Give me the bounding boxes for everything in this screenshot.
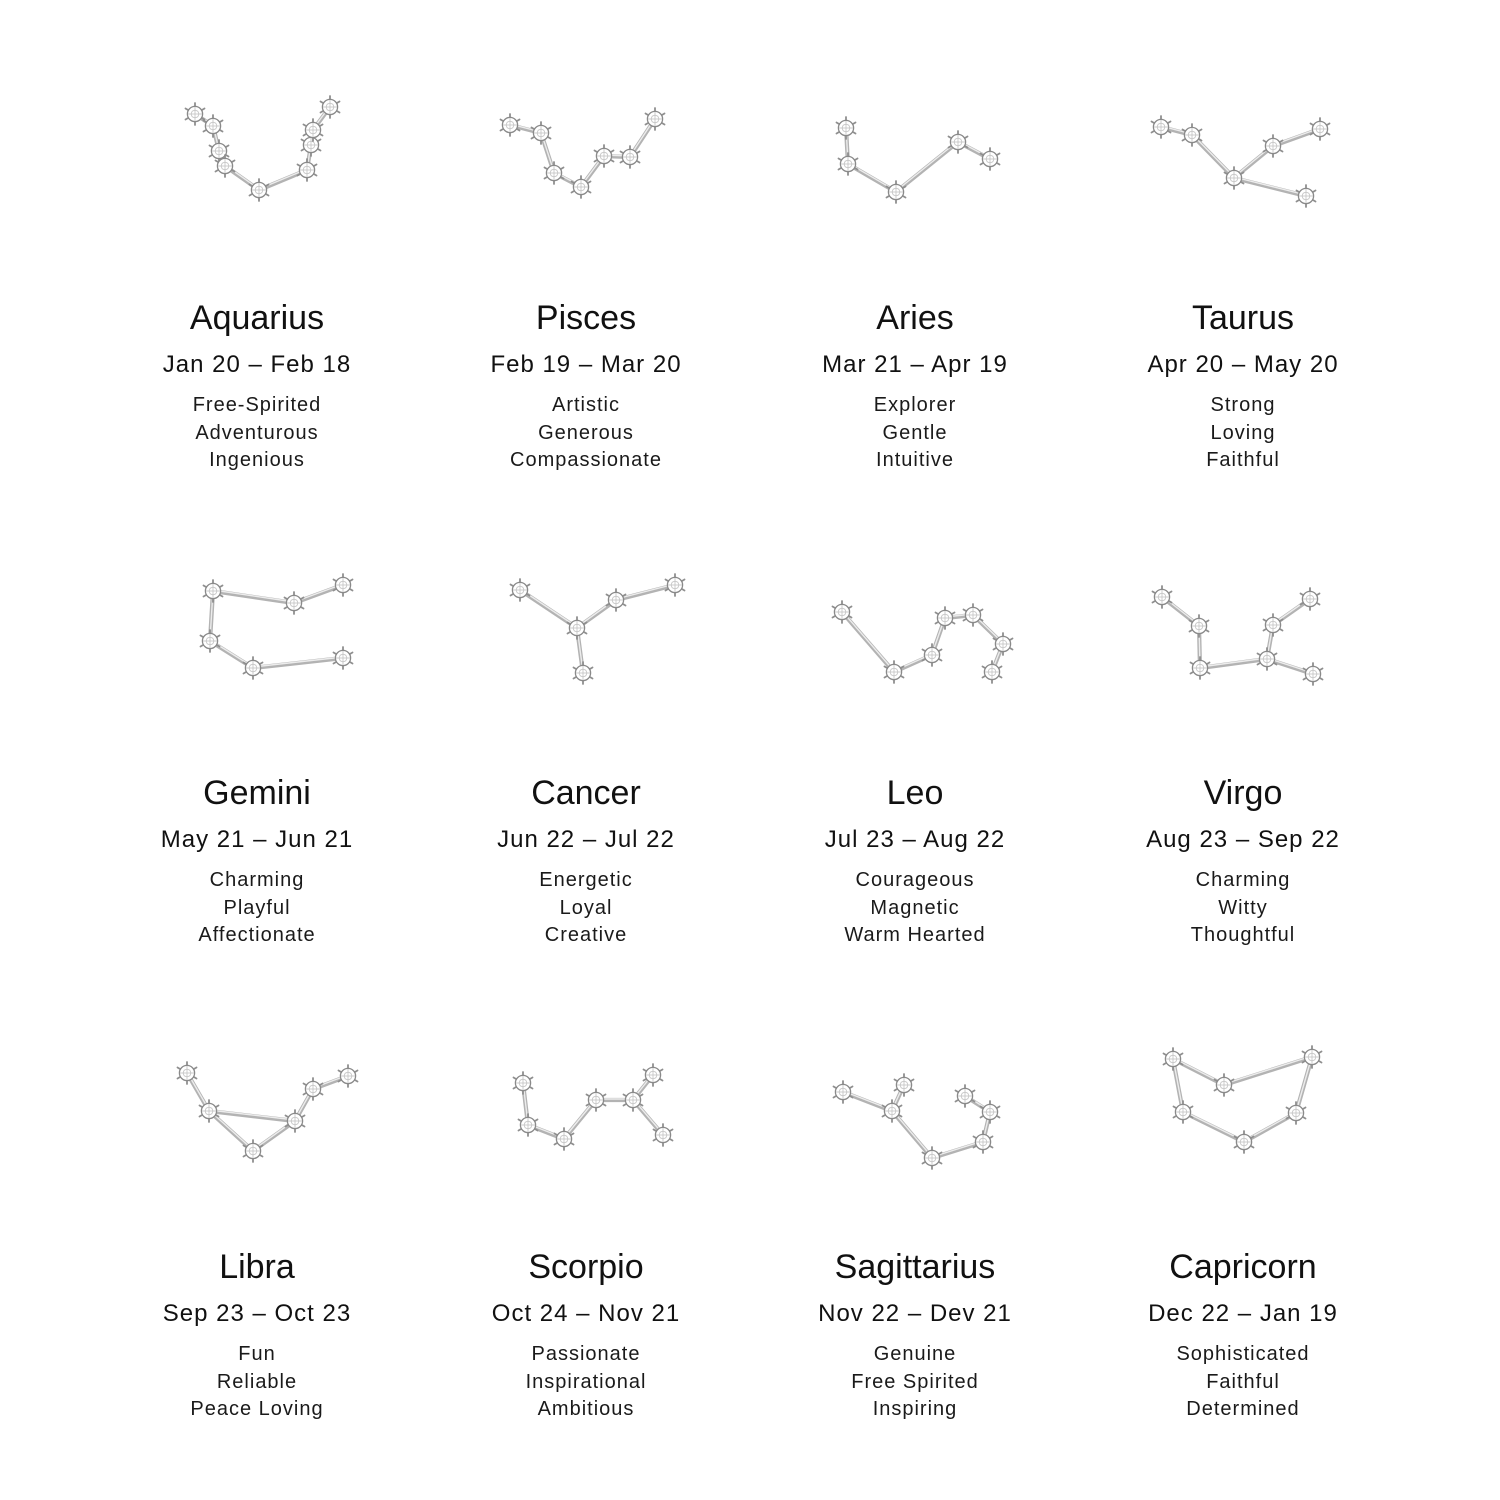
chain-link bbox=[209, 1111, 295, 1121]
gem-stone-icon bbox=[1301, 588, 1320, 610]
gem-stone-icon bbox=[250, 179, 269, 201]
trait: Generous bbox=[538, 421, 634, 444]
sign-dates: Jun 22 – Jul 22 bbox=[497, 826, 675, 853]
gem-stone-icon bbox=[574, 662, 593, 684]
sign-name: Virgo bbox=[1203, 774, 1283, 812]
trait: Witty bbox=[1218, 896, 1268, 919]
trait: Loving bbox=[1210, 421, 1276, 444]
trait: Affectionate bbox=[198, 924, 316, 946]
gem-stone-icon bbox=[519, 1114, 538, 1136]
sign-traits bbox=[436, 867, 736, 950]
aries-constellation-icon bbox=[825, 72, 1005, 202]
sign-name: Taurus bbox=[1191, 299, 1295, 337]
trait: Free-Spirited bbox=[192, 394, 322, 416]
gem-stone-icon bbox=[1191, 657, 1210, 679]
trait: Loyal bbox=[559, 896, 613, 919]
gem-stone-icon bbox=[514, 1072, 533, 1094]
sign-name: Pisces bbox=[535, 299, 637, 337]
chain-link bbox=[1234, 178, 1306, 196]
zodiac-card-leo bbox=[765, 547, 1065, 987]
trait: Inspirational bbox=[525, 1370, 647, 1393]
sign-dates: May 21 – Jun 21 bbox=[160, 826, 354, 853]
zodiac-card-virgo bbox=[1093, 547, 1393, 987]
gem-stone-icon bbox=[334, 574, 353, 596]
trait: Passionate bbox=[531, 1343, 641, 1365]
sign-traits bbox=[765, 392, 1065, 475]
gem-stone-icon bbox=[298, 159, 317, 181]
gem-stone-icon bbox=[666, 574, 685, 596]
gem-stone-icon bbox=[1164, 1048, 1183, 1070]
pisces-constellation-icon bbox=[496, 72, 676, 202]
gem-stone-icon bbox=[511, 579, 530, 601]
trait: Artistic bbox=[552, 394, 620, 416]
trait: Gentle bbox=[882, 421, 948, 444]
sign-traits bbox=[1093, 392, 1393, 475]
trait: Compassionate bbox=[510, 449, 662, 471]
chain-link bbox=[253, 658, 343, 668]
cancer-constellation-icon bbox=[496, 547, 676, 677]
trait: Strong bbox=[1210, 394, 1276, 416]
sign-traits bbox=[107, 1341, 407, 1424]
trait: Explorer bbox=[873, 394, 957, 416]
sign-dates: Sep 23 – Oct 23 bbox=[162, 1300, 352, 1327]
trait: Charming bbox=[209, 869, 305, 891]
chain-link bbox=[616, 585, 675, 600]
leo-constellation-icon bbox=[825, 547, 1005, 677]
capricorn-constellation-icon bbox=[1153, 1021, 1333, 1151]
gem-stone-icon bbox=[981, 148, 1000, 170]
sign-traits bbox=[765, 1341, 1065, 1424]
gem-stone-icon bbox=[974, 1131, 993, 1153]
sign-name: Libra bbox=[219, 1248, 295, 1286]
chain-highlight bbox=[253, 657, 343, 667]
sign-traits bbox=[107, 867, 407, 950]
sign-dates: Jan 20 – Feb 18 bbox=[162, 351, 352, 378]
trait: Charming bbox=[1195, 869, 1291, 891]
trait: Inspiring bbox=[872, 1398, 958, 1420]
sign-dates: Aug 23 – Sep 22 bbox=[1146, 826, 1340, 853]
sign-traits bbox=[1093, 867, 1393, 950]
gem-stone-icon bbox=[334, 647, 353, 669]
gem-stone-icon bbox=[201, 630, 220, 652]
libra-constellation-icon bbox=[167, 1021, 347, 1151]
gem-stone-icon bbox=[983, 661, 1002, 683]
sign-name: Scorpio bbox=[528, 1248, 644, 1286]
gem-stone-icon bbox=[1235, 1131, 1254, 1153]
gem-stone-icon bbox=[1152, 116, 1171, 138]
sign-traits bbox=[436, 392, 736, 475]
trait: Intuitive bbox=[876, 449, 954, 471]
sign-dates: Mar 21 – Apr 19 bbox=[822, 351, 1008, 378]
chain-link bbox=[896, 142, 958, 192]
chain-highlight bbox=[209, 1110, 295, 1120]
gem-stone-icon bbox=[839, 153, 858, 175]
gem-stone-icon bbox=[568, 617, 587, 639]
chain-highlight bbox=[1234, 177, 1306, 195]
trait: Energetic bbox=[539, 869, 633, 891]
sign-name: Aries bbox=[876, 299, 954, 337]
gem-stone-icon bbox=[895, 1074, 914, 1096]
trait: Reliable bbox=[216, 1370, 298, 1393]
trait: Ambitious bbox=[537, 1398, 635, 1420]
trait: Ingenious bbox=[209, 449, 305, 471]
gem-stone-icon bbox=[834, 1081, 853, 1103]
chain-link bbox=[1200, 659, 1267, 668]
zodiac-card-taurus bbox=[1093, 72, 1393, 512]
chain-highlight bbox=[616, 584, 675, 599]
scorpio-constellation-icon bbox=[496, 1021, 676, 1151]
virgo-constellation-icon bbox=[1153, 547, 1333, 677]
gem-stone-icon bbox=[1287, 1102, 1306, 1124]
trait: Creative bbox=[544, 924, 628, 946]
trait: Adventurous bbox=[195, 421, 319, 444]
gem-stone-icon bbox=[244, 657, 263, 679]
sign-name: Leo bbox=[886, 774, 944, 812]
sign-dates: Apr 20 – May 20 bbox=[1147, 351, 1339, 378]
trait: Faithful bbox=[1206, 449, 1280, 471]
chain-link bbox=[1224, 1057, 1312, 1085]
sagittarius-constellation-icon bbox=[825, 1021, 1005, 1151]
sign-dates: Feb 19 – Mar 20 bbox=[490, 351, 682, 378]
zodiac-card-aquarius bbox=[107, 72, 407, 512]
sign-dates: Dec 22 – Jan 19 bbox=[1148, 1300, 1338, 1327]
trait: Courageous bbox=[855, 869, 975, 891]
gem-stone-icon bbox=[956, 1085, 975, 1107]
gemini-constellation-icon bbox=[167, 547, 347, 677]
chain-highlight bbox=[842, 611, 894, 671]
gem-stone-icon bbox=[1258, 648, 1277, 670]
zodiac-card-aries bbox=[765, 72, 1065, 512]
sign-name: Gemini bbox=[203, 774, 311, 812]
taurus-constellation-icon bbox=[1153, 72, 1333, 202]
chain-highlight bbox=[213, 590, 294, 602]
sign-dates: Jul 23 – Aug 22 bbox=[824, 826, 1006, 853]
gem-stone-icon bbox=[532, 122, 551, 144]
sign-traits bbox=[436, 1341, 736, 1424]
gem-stone-icon bbox=[186, 103, 205, 125]
zodiac-card-gemini bbox=[107, 547, 407, 987]
gem-stone-icon bbox=[1297, 185, 1316, 207]
zodiac-card-scorpio bbox=[436, 1021, 736, 1461]
gem-stone-icon bbox=[607, 589, 626, 611]
gem-stone-icon bbox=[204, 115, 223, 137]
trait: Warm Hearted bbox=[844, 924, 986, 946]
sign-dates: Oct 24 – Nov 21 bbox=[491, 1300, 681, 1327]
gem-stone-icon bbox=[936, 607, 955, 629]
gem-stone-icon bbox=[837, 117, 856, 139]
chain-highlight bbox=[896, 141, 958, 191]
gem-stone-icon bbox=[339, 1065, 358, 1087]
trait: Fun bbox=[238, 1343, 276, 1365]
sign-name: Cancer bbox=[531, 774, 641, 812]
gem-stone-icon bbox=[1311, 118, 1330, 140]
sign-traits bbox=[1093, 1341, 1393, 1424]
gem-stone-icon bbox=[204, 580, 223, 602]
sign-name: Sagittarius bbox=[834, 1248, 996, 1286]
trait: Peace Loving bbox=[190, 1398, 324, 1420]
trait: Magnetic bbox=[870, 896, 960, 919]
sign-traits bbox=[765, 867, 1065, 950]
sign-dates: Nov 22 – Dev 21 bbox=[818, 1300, 1012, 1327]
sign-traits bbox=[107, 392, 407, 475]
zodiac-card-capricorn bbox=[1093, 1021, 1393, 1461]
trait: Genuine bbox=[873, 1343, 957, 1365]
trait: Sophisticated bbox=[1176, 1343, 1310, 1365]
gem-stone-icon bbox=[501, 114, 520, 136]
zodiac-card-cancer bbox=[436, 547, 736, 987]
chain-highlight bbox=[1192, 134, 1234, 177]
sign-name: Aquarius bbox=[189, 299, 325, 337]
trait: Free Spirited bbox=[851, 1370, 979, 1393]
trait: Faithful bbox=[1206, 1370, 1280, 1393]
trait: Playful bbox=[223, 896, 291, 919]
gem-stone-icon bbox=[1215, 1074, 1234, 1096]
gem-stone-icon bbox=[285, 592, 304, 614]
chain-highlight bbox=[1224, 1056, 1312, 1084]
chain-highlight bbox=[892, 1110, 932, 1157]
gem-stone-icon bbox=[923, 644, 942, 666]
trait: Thoughtful bbox=[1190, 924, 1296, 946]
gem-stone-icon bbox=[1304, 663, 1323, 685]
sign-name: Capricorn bbox=[1169, 1248, 1317, 1286]
zodiac-card-pisces bbox=[436, 72, 736, 512]
gem-stone-icon bbox=[545, 162, 564, 184]
aquarius-constellation-icon bbox=[167, 72, 347, 202]
gem-stone-icon bbox=[1264, 614, 1283, 636]
chain-link bbox=[213, 591, 294, 603]
zodiac-card-libra bbox=[107, 1021, 407, 1461]
gem-stone-icon bbox=[1174, 1101, 1193, 1123]
gem-stone-icon bbox=[1303, 1046, 1322, 1068]
gem-stone-icon bbox=[981, 1101, 1000, 1123]
trait: Determined bbox=[1186, 1398, 1300, 1420]
zodiac-card-sagittarius bbox=[765, 1021, 1065, 1461]
